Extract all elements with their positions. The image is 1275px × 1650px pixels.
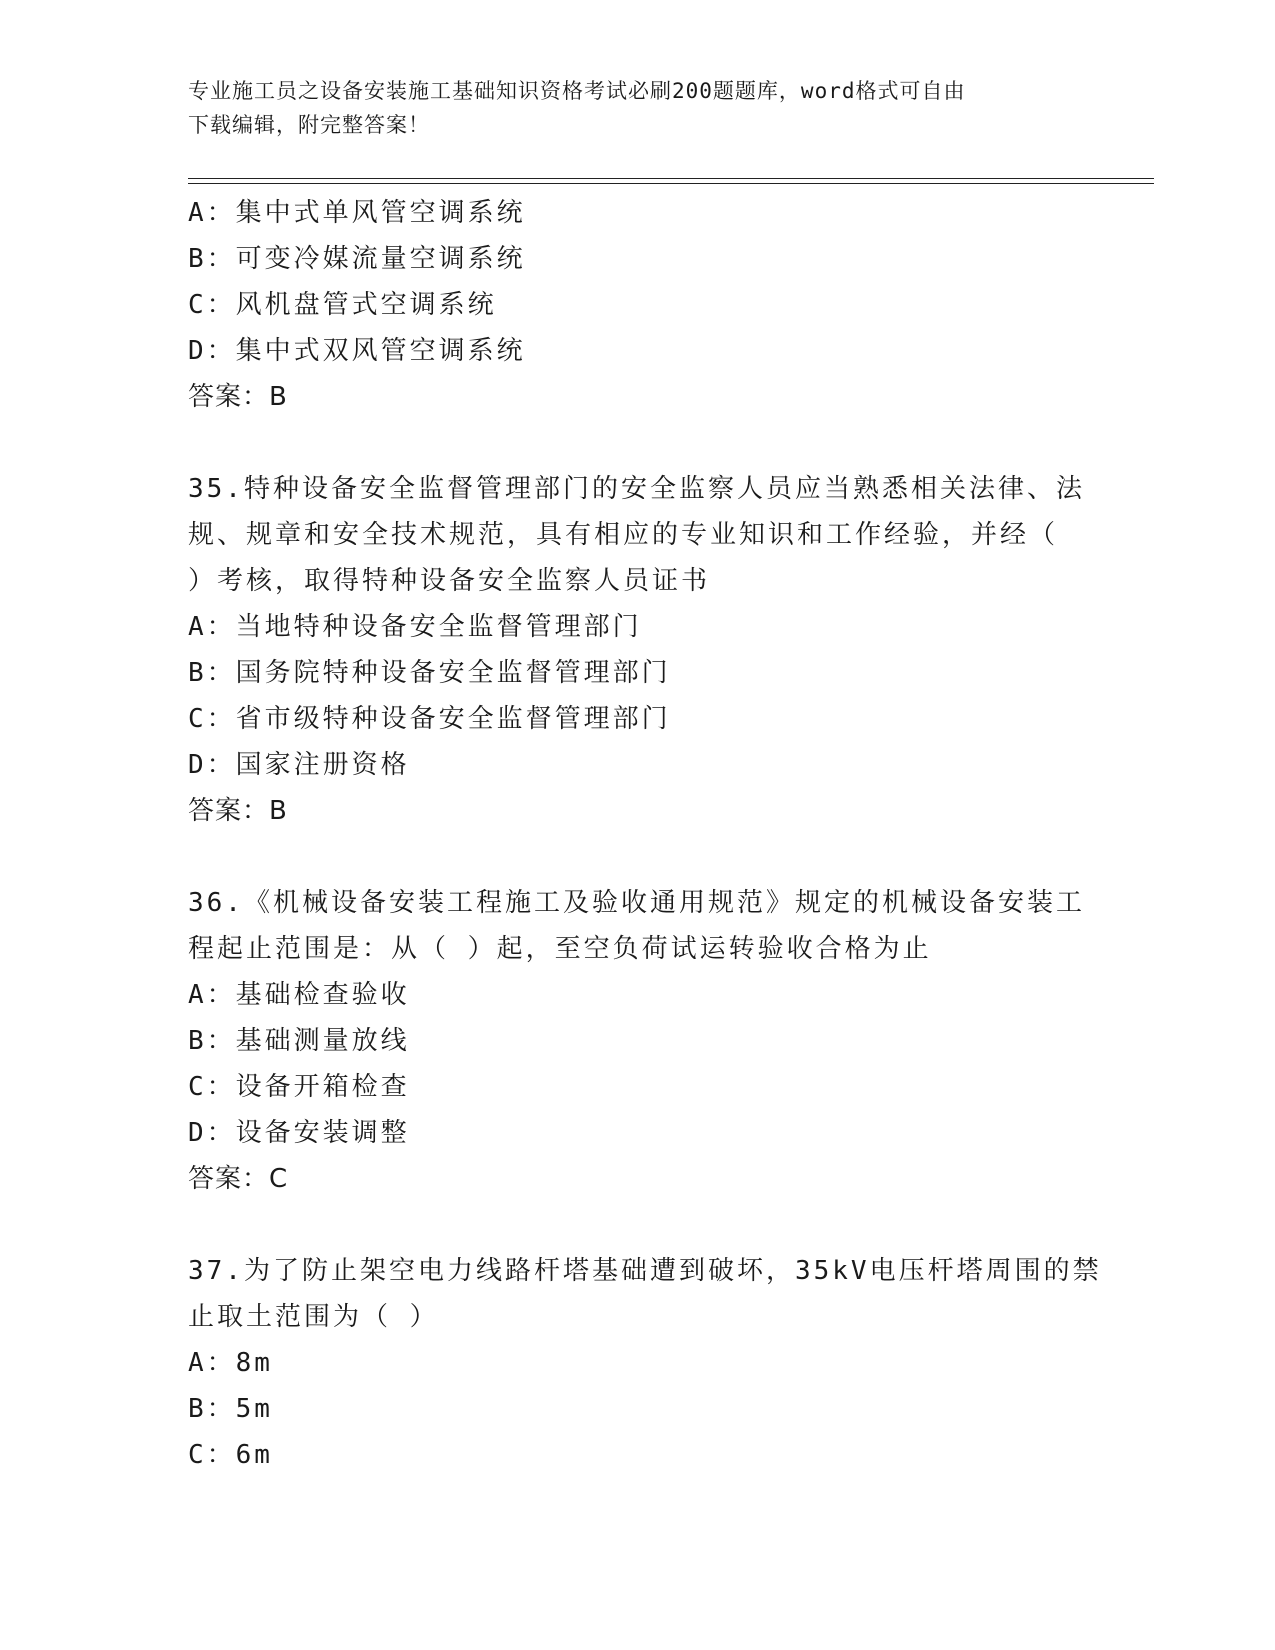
question-stem-line: 36.《机械设备安装工程施工及验收通用规范》规定的机械设备安装工 [188, 888, 1085, 918]
option-c: C：设备开箱检查 [188, 1072, 410, 1102]
question-37 [188, 1248, 1102, 1478]
question-stem-line: 止取土范围为（ ） [188, 1302, 439, 1332]
answer: 答案：C [188, 1164, 289, 1194]
spacer [188, 1202, 1088, 1248]
option-a: A：8m [188, 1348, 273, 1378]
option-a: A：集中式单风管空调系统 [188, 198, 526, 228]
question-36 [188, 880, 1088, 1202]
answer: 答案：B [188, 796, 288, 826]
option-b: B：国务院特种设备安全监督管理部门 [188, 658, 671, 688]
question-34 [188, 190, 1088, 420]
option-b: B：5m [188, 1394, 273, 1424]
answer: 答案：B [188, 382, 288, 412]
header-divider-bottom [188, 183, 1154, 184]
option-c: C：6m [188, 1440, 273, 1470]
option-d: D：设备安装调整 [188, 1118, 410, 1148]
header-divider-top [188, 178, 1154, 179]
header-title-line-2: 下载编辑，附完整答案！ [188, 113, 430, 137]
option-d: D：国家注册资格 [188, 750, 410, 780]
question-stem-line: ）考核，取得特种设备安全监察人员证书 [188, 566, 711, 596]
option-a: A：当地特种设备安全监督管理部门 [188, 612, 642, 642]
option-b: B：可变冷媒流量空调系统 [188, 244, 526, 274]
question-stem-line: 程起止范围是：从（ ）起，至空负荷试运转验收合格为止 [188, 934, 932, 964]
spacer [188, 420, 1088, 466]
option-c: C：风机盘管式空调系统 [188, 290, 497, 320]
option-b: B：基础测量放线 [188, 1026, 410, 1056]
question-stem-line: 规、规章和安全技术规范，具有相应的专业知识和工作经验，并经（ [188, 520, 1059, 550]
question-stem-line: 35.特种设备安全监督管理部门的安全监察人员应当熟悉相关法律、法 [188, 474, 1085, 504]
spacer [188, 834, 1088, 880]
option-d: D：集中式双风管空调系统 [188, 336, 526, 366]
question-stem-line: 37.为了防止架空电力线路杆塔基础遭到破坏，35kV电压杆塔周围的禁 [188, 1256, 1102, 1286]
option-c: C：省市级特种设备安全监督管理部门 [188, 704, 671, 734]
question-35 [188, 466, 1088, 834]
document-body [188, 190, 1102, 1478]
option-a: A：基础检查验收 [188, 980, 410, 1010]
header-title-line-1: 专业施工员之设备安装施工基础知识资格考试必刷200题题库，word格式可自由 [188, 79, 966, 103]
document-header [188, 74, 1068, 142]
